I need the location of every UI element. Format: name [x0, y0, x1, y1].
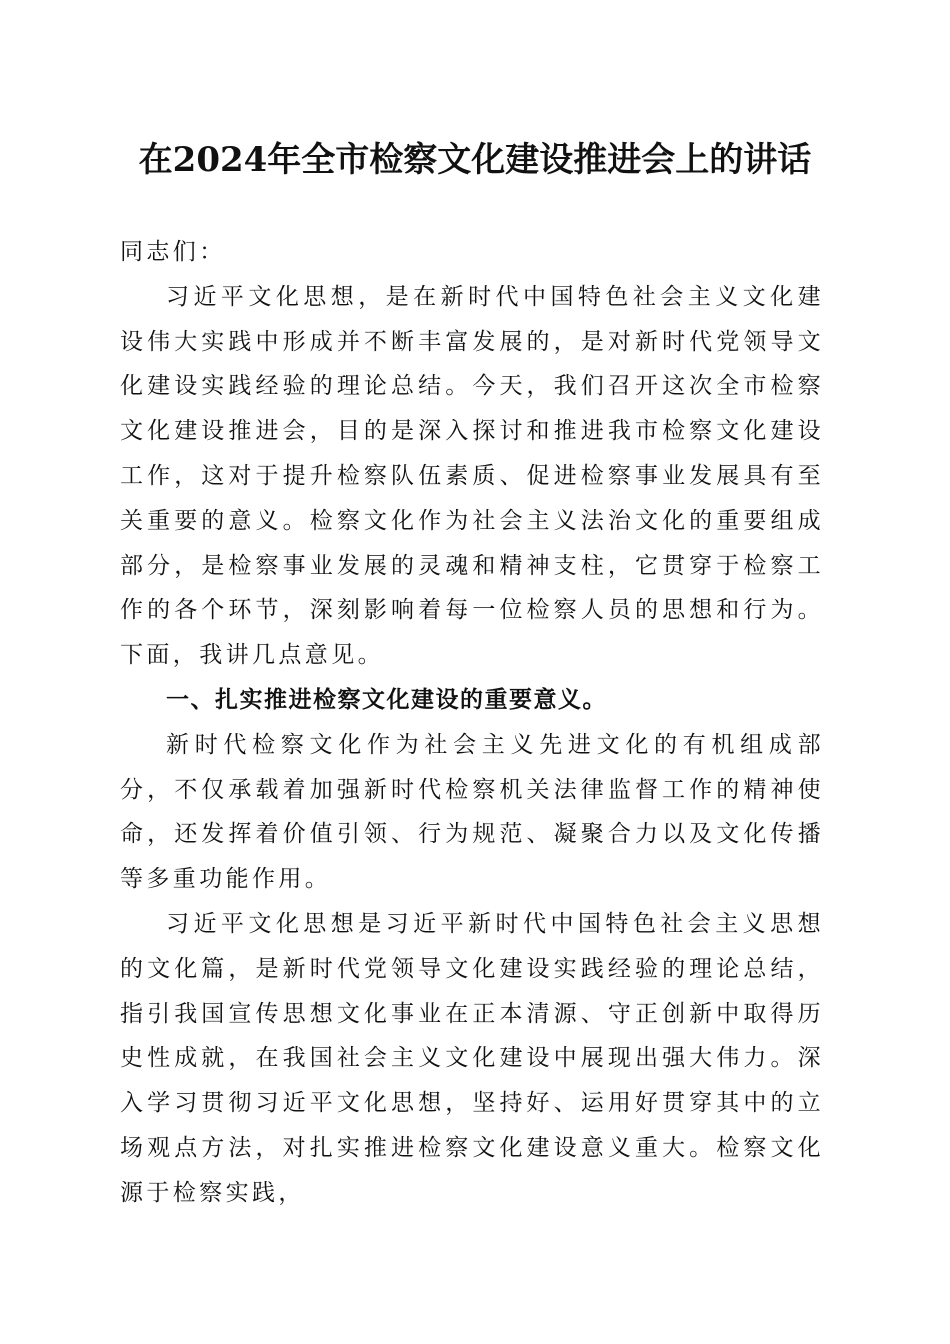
- intro-paragraph: 习近平文化思想，是在新时代中国特色社会主义文化建设伟大实践中形成并不断丰富发展的，是对新时代党领导文化建设实践经验的理论总结。今天，我们召开这次全市检察文化建设推进会，目的是深入探讨和推进我市检察文化建设工作，这对于提升检察队伍素质、促进检察事业发展具有至关重要的意义。检察文化作为社会主义法治文化的重要组成部分，是检察事业发展的灵魂和精神支柱，它贯穿于检察工作的各个环节，深刻影响着每一位检察人员的思想和行为。下面，我讲几点意见。: [120, 283, 824, 669]
- section-heading-1: 一、扎实推进检察文化建设的重要意义。: [166, 686, 607, 713]
- document-body: [120, 230, 824, 1216]
- section1-paragraph-2: 习近平文化思想是习近平新时代中国特色社会主义思想的文化篇，是新时代党领导文化建设实践经验的理论总结，指引我国宣传思想文化事业在正本清源、守正创新中取得历史性成就，在我国社会主义文化建设中展现出强大伟力。深入学习贯彻习近平文化思想，坚持好、运用好贯穿其中的立场观点方法，对扎实推进检察文化建设意义重大。检察文化源于检察实践，: [120, 910, 824, 1206]
- salutation: 同志们：: [120, 239, 226, 265]
- document-title: 在2024年全市检察文化建设推进会上的讲话: [138, 140, 812, 180]
- section1-paragraph-1: 新时代检察文化作为社会主义先进文化的有机组成部分，不仅承载着加强新时代检察机关法律监督工作的精神使命，还发挥着价值引领、行为规范、凝聚合力以及文化传播等多重功能作用。: [120, 731, 824, 893]
